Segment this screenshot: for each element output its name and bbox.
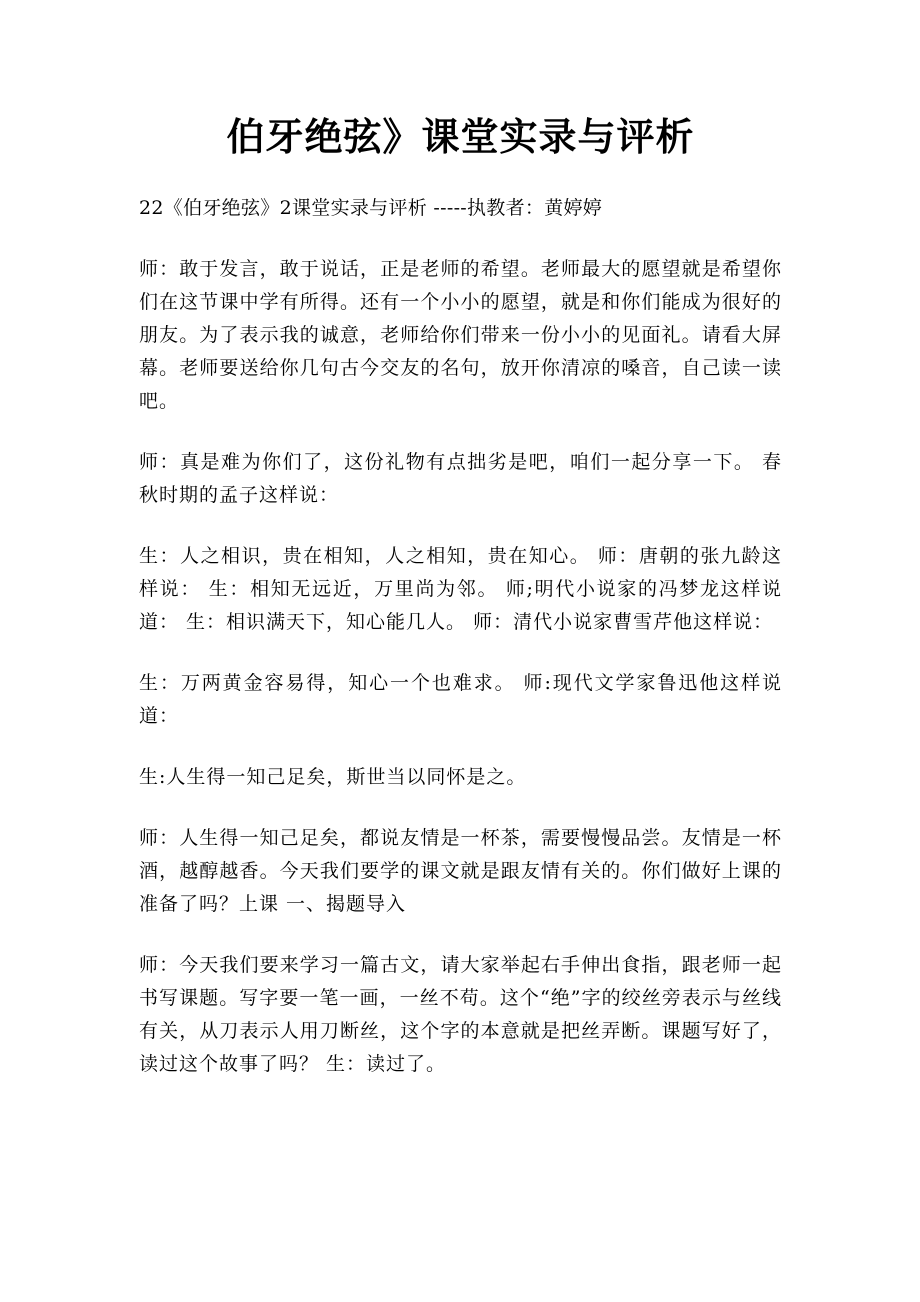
paragraph-7: 师：今天我们要来学习一篇古文，请大家举起右手伸出食指，跟老师一起书写课题。写字要一笔一画，一丝不苟。这个“绝”字的绞丝旁表示与丝线有关，从刀表示人用刀断丝，这个字的本意就是把丝弄断。课题写好了，读过这个故事了吗？ 生：读过了。 — [139, 954, 782, 1075]
paragraph-4: 生：万两黄金容易得，知心一个也难求。 师:现代文学家鲁迅他这样说道： — [139, 672, 782, 727]
document-title: 伯牙绝弦》课堂实录与评析 — [226, 114, 695, 159]
paragraph-6: 师：人生得一知己足矣，都说友情是一杯茶，需要慢慢品尝。友情是一杯酒，越醇越香。今天我们要学的课文就是跟友情有关的。你们做好上课的准备了吗？上课 一、揭题导入 — [139, 827, 782, 915]
paragraph-1: 师：敢于发言，敢于说话，正是老师的希望。老师最大的愿望就是希望你们在这节课中学有所得。还有一个小小的愿望，就是和你们能成为很好的朋友。为了表示我的诚意，老师给你们带来一份小小的见面礼。请看大屏幕。老师要送给你几句古今交友的名句，放开你清凉的嗓音，自己读一读吧。 — [139, 258, 782, 412]
paragraph-2: 师：真是难为你们了，这份礼物有点拙劣是吧，咱们一起分享一下。 春秋时期的孟子这样说： — [139, 451, 782, 506]
paragraph-3: 生：人之相识，贵在相知，人之相知，贵在知心。 师：唐朝的张九龄这样说： 生：相知无远近，万里尚为邻。 师;明代小说家的冯梦龙这样说道： 生：相识满天下，知心能几人。 师：清代小说家曹雪芹他这样说： — [139, 545, 782, 633]
document-subtitle: 22《伯牙绝弦》2课堂实录与评析 -----执教者：黄婷婷 — [139, 197, 603, 219]
paragraph-5: 生:人生得一知己足矣，斯世当以同怀是之。 — [139, 766, 527, 788]
